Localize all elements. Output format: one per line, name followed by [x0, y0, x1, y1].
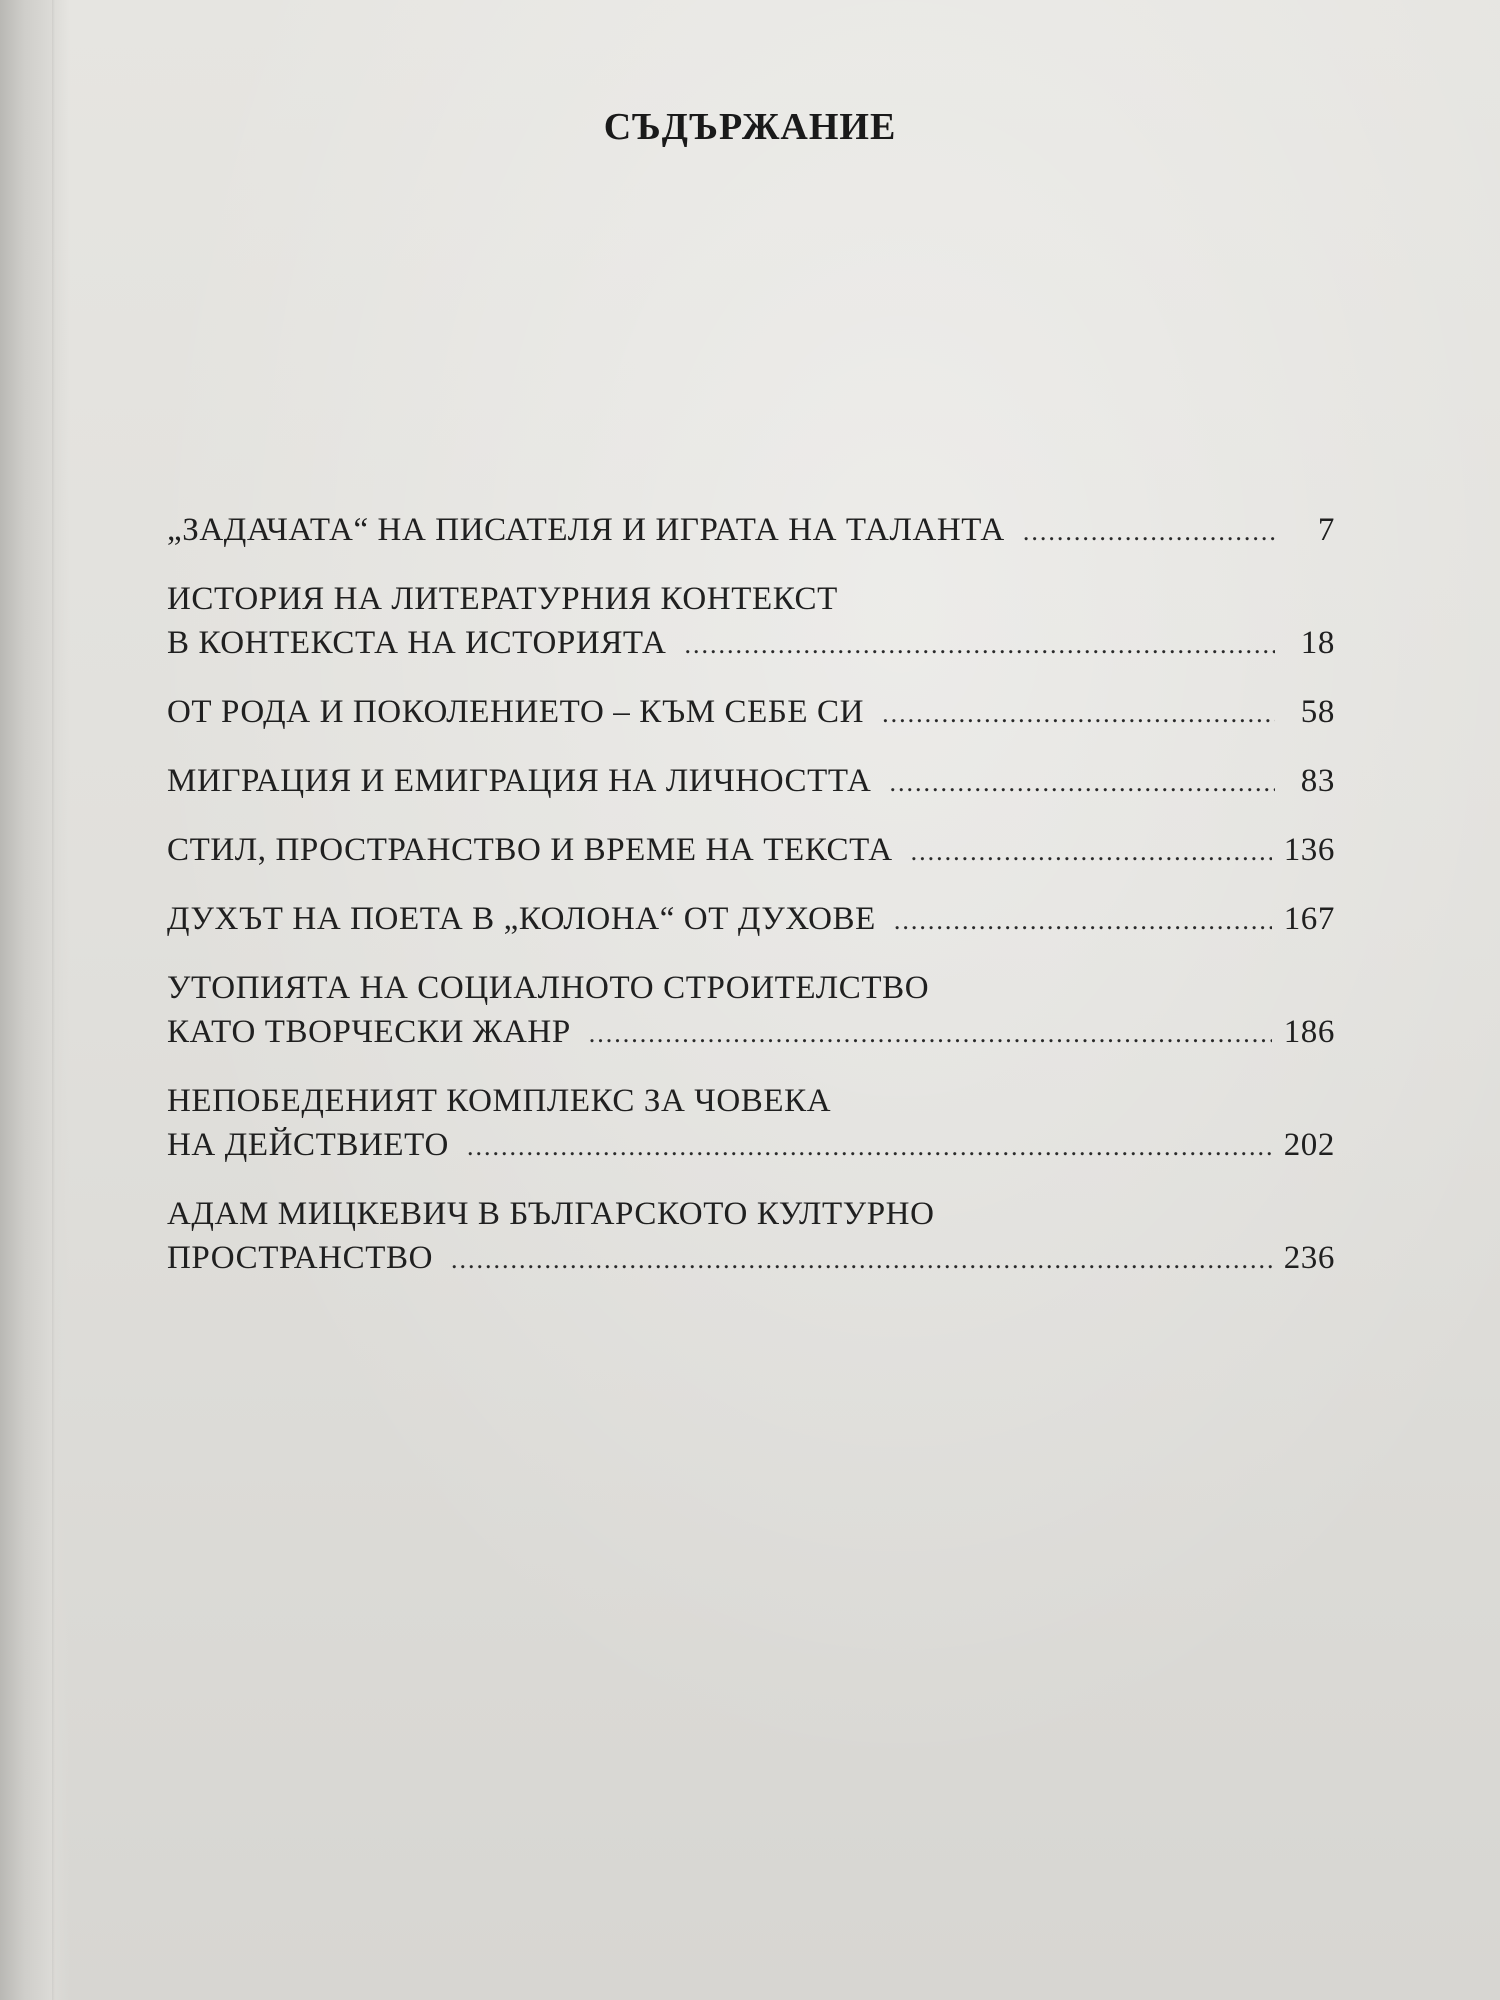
toc-page-number: 83 [1300, 763, 1335, 799]
dot-leader [589, 1012, 1272, 1056]
dot-leader [882, 692, 1275, 736]
toc-page-number: 167 [1283, 901, 1335, 937]
toc-entry-title: УТОПИЯТА НА СОЦИАЛНОТО СТРОИТЕЛСТВО [167, 970, 930, 1006]
binding-gutter [0, 0, 70, 2000]
toc-page-number: 58 [1300, 694, 1335, 730]
toc-entry [167, 897, 1335, 943]
dot-leader [889, 761, 1275, 805]
toc-entry-line [167, 508, 1335, 554]
toc-page-number: 136 [1283, 832, 1335, 868]
toc-page-number: 236 [1283, 1240, 1335, 1276]
toc-page-number: 18 [1300, 625, 1335, 661]
dot-leader [894, 899, 1272, 943]
toc-entry [167, 1079, 1335, 1169]
dot-leader [911, 830, 1272, 874]
toc-entry [167, 966, 1335, 1056]
toc-entry-line [167, 1236, 1335, 1282]
toc-entry-title: ИСТОРИЯ НА ЛИТЕРАТУРНИЯ КОНТЕКСТ [167, 581, 838, 617]
toc-entry-title-continued: В КОНТЕКСТА НА ИСТОРИЯТА [167, 625, 667, 661]
toc-entry-line [167, 897, 1335, 943]
toc-entry-title-continued: ПРОСТРАНСТВО [167, 1240, 433, 1276]
toc-entry [167, 828, 1335, 874]
binding-edge [52, 0, 55, 2000]
dot-leader [467, 1125, 1272, 1169]
page-title: СЪДЪРЖАНИЕ [603, 106, 897, 148]
toc-entry-title: МИГРАЦИЯ И ЕМИГРАЦИЯ НА ЛИЧНОСТТА [167, 763, 872, 799]
toc-entry-line [167, 690, 1335, 736]
toc-entry-line [167, 1010, 1335, 1056]
toc-entry [167, 1192, 1335, 1282]
toc-entry-title: АДАМ МИЦКЕВИЧ В БЪЛГАРСКОТО КУЛТУРНО [167, 1196, 935, 1232]
toc-page-number: 7 [1317, 512, 1335, 548]
toc-entry-line [167, 621, 1335, 667]
toc-entry-title-continued: КАТО ТВОРЧЕСКИ ЖАНР [167, 1014, 571, 1050]
toc-page-number: 186 [1283, 1014, 1335, 1050]
toc-entry-line [167, 759, 1335, 805]
toc-entry-line [167, 1123, 1335, 1169]
dot-leader [451, 1238, 1272, 1282]
toc-entry [167, 690, 1335, 736]
toc-entry [167, 508, 1335, 554]
toc-entry-title: НЕПОБЕДЕНИЯТ КОМПЛЕКС ЗА ЧОВЕКА [167, 1083, 832, 1119]
toc-entry-title: „ЗАДАЧАТА“ НА ПИСАТЕЛЯ И ИГРАТА НА ТАЛАНТА [167, 512, 1005, 548]
toc-entry-line [167, 828, 1335, 874]
toc-entry [167, 759, 1335, 805]
toc-entry-title-continued: НА ДЕЙСТВИЕТО [167, 1127, 449, 1163]
toc-page-number: 202 [1283, 1127, 1335, 1163]
toc-entry-title: СТИЛ, ПРОСТРАНСТВО И ВРЕМЕ НА ТЕКСТА [167, 832, 893, 868]
toc-entry-title: ДУХЪТ НА ПОЕТА В „КОЛОНА“ ОТ ДУХОВЕ [167, 901, 876, 937]
toc-entry-title: ОТ РОДА И ПОКОЛЕНИЕТО – КЪМ СЕБЕ СИ [167, 694, 865, 730]
dot-leader [1023, 510, 1275, 554]
table-of-contents [167, 508, 1335, 1282]
toc-entry [167, 577, 1335, 667]
dot-leader [684, 623, 1275, 667]
